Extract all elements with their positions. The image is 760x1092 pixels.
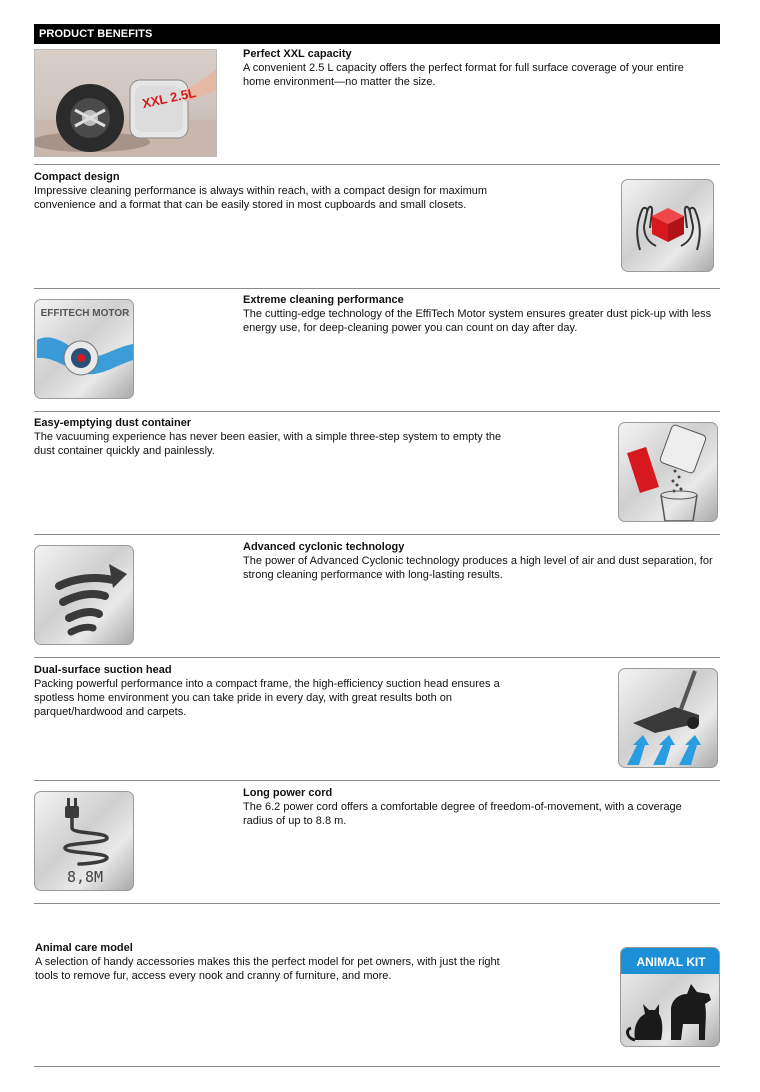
hands-cube-icon [621,179,714,272]
section-description: Impressive cleaning performance is always within reach, with a compact design for maximum convenience and a format that can be easily stored in most cupboards and small closets. [34,185,488,211]
capacity-label: XXL 2.5L [140,84,198,112]
section-description: A convenient 2.5 L capacity offers the perfect format for full surface coverage of your entire home environment—no matter the size. [243,62,684,88]
divider [34,1066,720,1067]
section-description: The power of Advanced Cyclonic technology produces a high level of air and dust separation, for strong cleaning performance with long-lasting results. [243,555,713,581]
section-compact [34,170,504,212]
section-title: Advanced cyclonic technology [243,541,405,553]
cyclone-icon [34,545,134,645]
section-power-cord [243,786,713,828]
effitech-motor-icon [34,299,134,399]
section-title: Easy-emptying dust container [34,417,192,429]
section-title: Long power cord [243,787,333,799]
section-description: The cutting-edge technology of the EffiTech Motor system ensures greater dust pick-up with less energy use, for deep-cleaning power you can count on day after day. [243,308,712,334]
vacuum-capacity-photo [34,49,217,157]
section-cyclonic [243,540,713,582]
cord-length-label: 8,8M [66,868,104,886]
section-description: The vacuuming experience has never been easier, with a simple three-step system to empty the dust container quickly and painlessly. [34,431,502,457]
divider [34,411,720,412]
section-animal-care [35,941,505,983]
section-title: Perfect XXL capacity [243,48,352,60]
section-description: The 6.2 power cord offers a comfortable degree of freedom-of-movement, with a coverage radius of up to 8.8 m. [243,801,682,827]
power-cord-icon [34,791,134,891]
suction-head-icon [618,668,718,768]
divider [34,164,720,165]
animal-kit-icon [620,947,720,1047]
section-header: PRODUCT BENEFITS [34,24,720,44]
section-title: Compact design [34,171,120,183]
section-capacity [243,47,713,89]
section-emptying [34,416,504,458]
divider [34,903,720,904]
section-suction [34,663,504,719]
divider [34,534,720,535]
divider [34,780,720,781]
section-title: Dual-surface suction head [34,664,172,676]
section-description: A selection of handy accessories makes this the perfect model for pet owners, with just the right tools to remove fur, access every nook and cranny of furniture, and more. [35,956,500,982]
section-title: Extreme cleaning performance [243,294,404,306]
effitech-label: EFFITECH MOTOR [40,308,130,319]
section-performance [243,293,713,335]
section-description: Packing powerful performance into a compact frame, the high-efficiency suction head ensures a spotless home environment you can take pride in every day, with great results both on parquet/hardwood and carpets. [34,678,500,718]
divider [34,288,720,289]
dust-bin-icon [618,422,718,522]
divider [34,657,720,658]
section-title: Animal care model [35,942,133,954]
animal-kit-label: ANIMAL KIT [636,955,706,969]
